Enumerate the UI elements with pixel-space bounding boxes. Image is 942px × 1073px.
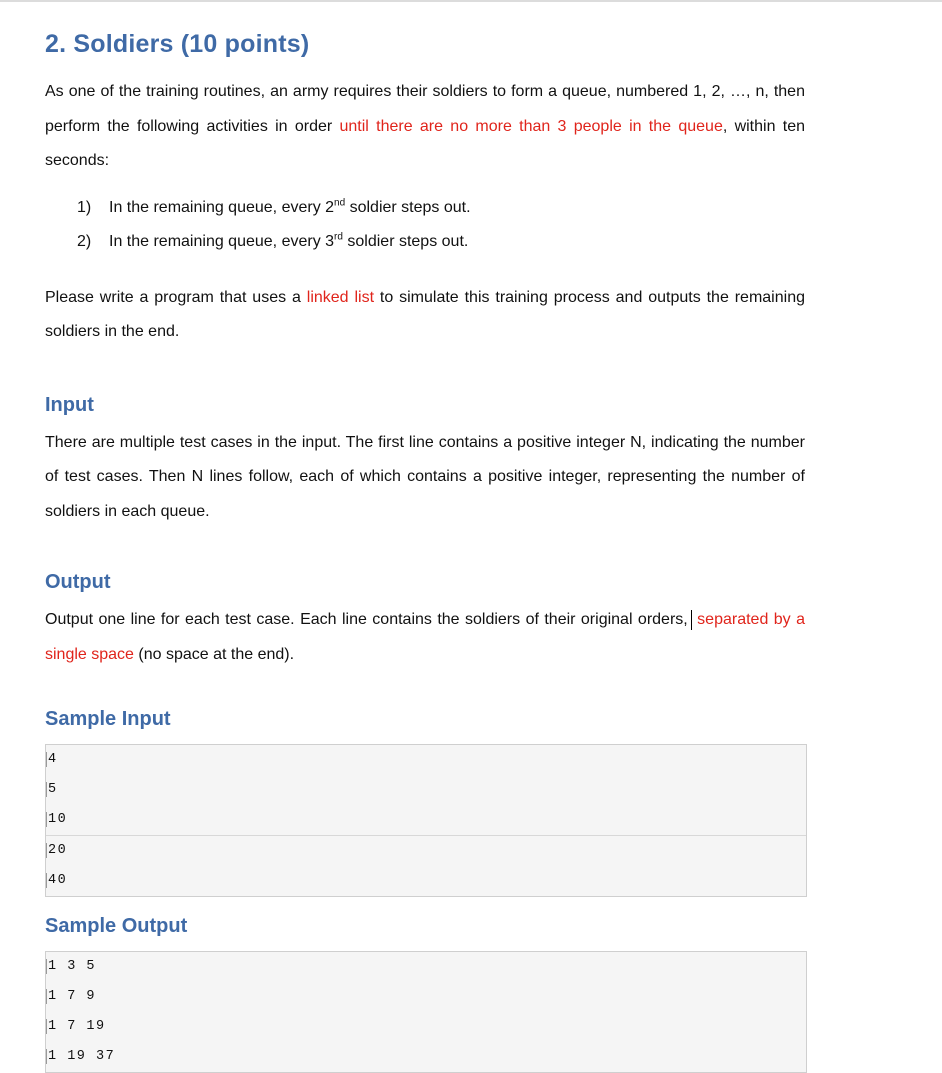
sample-input-heading: Sample Input — [45, 708, 171, 730]
list-item-text: In the remaining queue, every 2nd soldier steps out. — [109, 197, 471, 216]
document-page — [45, 18, 805, 1073]
code-line: 4 — [48, 752, 58, 767]
input-paragraph: There are multiple test cases in the input. The first line contains a positive integer N, indicating the number of test cases. Then N lines follow, each of which contains a positive integer, representing the number of soldiers in each queue. — [45, 433, 805, 520]
intro-line1: As one of the training routines, an army requires their soldiers to form a queue, numbered 1, 2, …, — [45, 83, 751, 100]
sample-input-box — [45, 744, 807, 897]
text-cursor — [691, 610, 692, 630]
list-item — [45, 225, 805, 259]
list-item-text: In the remaining queue, every 3rd soldier steps out. — [109, 231, 469, 250]
code-line: 1 3 5 — [48, 959, 97, 974]
intro-condition-red: until there are no more than 3 people in the — [339, 117, 672, 135]
code-line: 40 — [48, 873, 68, 888]
intro-line2: n, then perform the following activities in order — [45, 83, 805, 135]
list-item-number: 2) — [77, 232, 92, 250]
output-paragraph: Output one line for each test case. Each line contains the soldiers of their original orders, separated by a single space (no space at the end). — [45, 611, 805, 663]
code-line: 10 — [48, 812, 68, 827]
problem-title: 2. Soldiers (10 points) — [45, 30, 310, 58]
intro-paragraph — [45, 75, 805, 179]
code-line: 1 19 37 — [48, 1049, 116, 1064]
intro-line3: , within ten seconds: — [45, 117, 806, 169]
sample-output-box — [45, 951, 807, 1073]
linked-list-red: linked list — [306, 288, 375, 306]
separator-red: separated by a single space — [45, 611, 805, 663]
top-border — [0, 0, 942, 2]
intro-queue-red: queue — [678, 117, 723, 135]
code-line: 5 — [48, 782, 58, 797]
task-paragraph: Please write a program that uses a linked list to simulate this training process and outputs the remaining soldiers in the end. — [45, 288, 805, 340]
code-line: 1 7 19 — [48, 1019, 106, 1034]
code-line: 20 — [48, 843, 68, 858]
list-item — [45, 191, 805, 225]
list-item-number: 1) — [77, 198, 92, 216]
output-heading: Output — [45, 571, 111, 593]
activity-list — [45, 191, 805, 259]
input-heading: Input — [45, 393, 94, 416]
sample-output-heading: Sample Output — [45, 915, 188, 937]
code-line: 1 7 9 — [48, 989, 97, 1004]
